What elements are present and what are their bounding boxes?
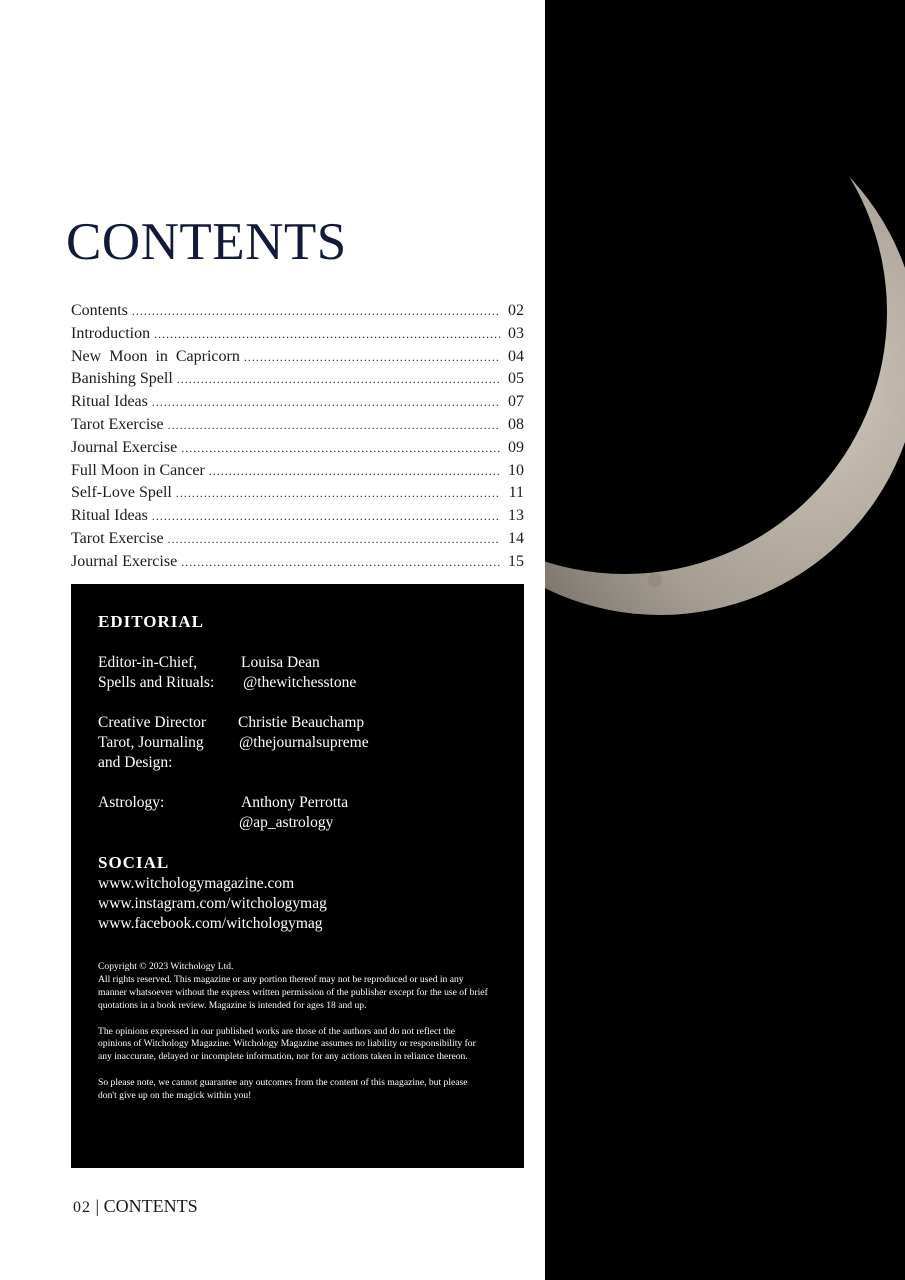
toc-entry-page: 04 <box>508 347 524 365</box>
toc-leader-dots <box>209 460 500 483</box>
website-link[interactable]: www.witchologymagazine.com <box>98 875 295 892</box>
toc-entry-label: Self-Love Spell <box>71 484 172 502</box>
rights-text: All rights reserved. This magazine or any portion thereof may not be reproduced or used in any manner whatsoever without the express written permission of the publisher except for the use of brief quotations in a book review. Magazine is intended for ages 18 and up. <box>98 973 488 1011</box>
toc-entry[interactable] <box>71 323 524 346</box>
toc-entry[interactable] <box>71 346 524 369</box>
toc-entry-page: 10 <box>508 461 524 479</box>
toc-entry-label: Tarot Exercise <box>71 415 164 433</box>
toc-entry-label: Full Moon in Cancer <box>71 461 205 479</box>
toc-entry-page: 14 <box>508 529 524 547</box>
instagram-link[interactable]: www.instagram.com/witchologymag <box>98 895 327 912</box>
credit-role-line: Spells and Rituals: <box>98 674 215 691</box>
page-title: CONTENTS <box>66 213 347 271</box>
toc-entry-label: Contents <box>71 302 128 319</box>
toc-entry-page: 07 <box>508 393 524 411</box>
toc-entry-label: Ritual Ideas <box>71 393 148 411</box>
facebook-link[interactable]: www.facebook.com/witchologymag <box>98 915 323 932</box>
toc-leader-dots <box>132 300 500 323</box>
toc-leader-dots <box>181 437 500 460</box>
toc-leader-dots <box>168 414 500 437</box>
toc-leader-dots <box>152 505 500 528</box>
toc-entry[interactable] <box>71 414 524 437</box>
credit-role-line: and Design: <box>98 754 173 771</box>
disclaimer-note: So please note, we cannot guarantee any outcomes from the content of this magazine, but please don't give up on the magick within you! <box>98 1077 468 1102</box>
toc-leader-dots <box>168 528 500 551</box>
toc-entry-page: 08 <box>508 415 524 433</box>
credit-role-line: Creative Director <box>98 714 207 731</box>
toc-entry-label: Banishing Spell <box>71 370 173 388</box>
editorial-box <box>71 584 524 1168</box>
toc-entry[interactable] <box>71 368 524 391</box>
toc-leader-dots <box>181 551 500 574</box>
toc-entry[interactable] <box>71 460 524 483</box>
credit-handle: @thejournalsupreme <box>239 734 369 751</box>
toc-entry-page: 05 <box>508 370 524 388</box>
footer-separator: | <box>95 1196 100 1216</box>
opinions-text: The opinions expressed in our published works are those of the authors and do not reflect the opinions of Witchology Magazine. Witchology Magazine assumes no liability or responsibility for any inaccurate, delayed or incomplete information, nor for any actions taken in reliance thereon. <box>98 1025 476 1063</box>
toc-entry-page: 09 <box>508 438 524 456</box>
toc-entry[interactable] <box>71 437 524 460</box>
toc-entry-page: 03 <box>508 324 524 342</box>
credit-role-line: Astrology: <box>98 794 165 811</box>
toc-entry-label: Introduction <box>71 324 151 342</box>
moon-photo-panel <box>545 0 905 1280</box>
table-of-contents <box>71 300 524 574</box>
toc-leader-dots <box>244 346 500 369</box>
toc-entry[interactable] <box>71 482 524 505</box>
toc-leader-dots <box>177 368 500 391</box>
credit-role-line: Editor-in-Chief, <box>98 654 198 671</box>
toc-entry-page: 13 <box>508 507 524 525</box>
legal-notice <box>98 961 488 1116</box>
toc-entry-label: Ritual Ideas <box>71 507 148 525</box>
toc-entry-label: Tarot Exercise <box>71 529 164 547</box>
toc-entry-page: 11 <box>508 484 524 502</box>
social-heading: SOCIAL <box>98 853 170 872</box>
toc-leader-dots <box>154 323 500 346</box>
footer-page-number: 02 <box>73 1199 91 1216</box>
toc-entry-page: 02 <box>508 302 524 319</box>
toc-entry-label: Journal Exercise <box>71 438 178 456</box>
credit-handle: @thewitchesstone <box>243 674 357 691</box>
toc-leader-dots <box>152 391 500 414</box>
credit-handle: @ap_astrology <box>239 814 334 831</box>
toc-entry[interactable] <box>71 391 524 414</box>
toc-entry-page: 15 <box>508 552 524 570</box>
editorial-heading: EDITORIAL <box>98 612 204 631</box>
credit-name: Christie Beauchamp <box>238 714 365 731</box>
toc-entry-label: Journal Exercise <box>71 552 178 570</box>
copyright-line: Copyright © 2023 Witchology Ltd. <box>98 961 234 972</box>
toc-entry-label: New Moon in Capricorn <box>71 347 240 365</box>
credit-name: Anthony Perrotta <box>241 794 349 811</box>
credit-role-line: Tarot, Journaling <box>98 734 204 751</box>
toc-entry[interactable] <box>71 528 524 551</box>
page-footer <box>73 1196 198 1217</box>
toc-entry[interactable] <box>71 551 524 574</box>
toc-entry[interactable] <box>71 505 524 528</box>
crescent-moon-image <box>545 0 905 1280</box>
footer-section: CONTENTS <box>103 1196 198 1216</box>
toc-leader-dots <box>176 482 500 505</box>
credit-name: Louisa Dean <box>241 654 320 671</box>
social-links <box>98 874 327 934</box>
toc-entry[interactable] <box>71 300 524 323</box>
